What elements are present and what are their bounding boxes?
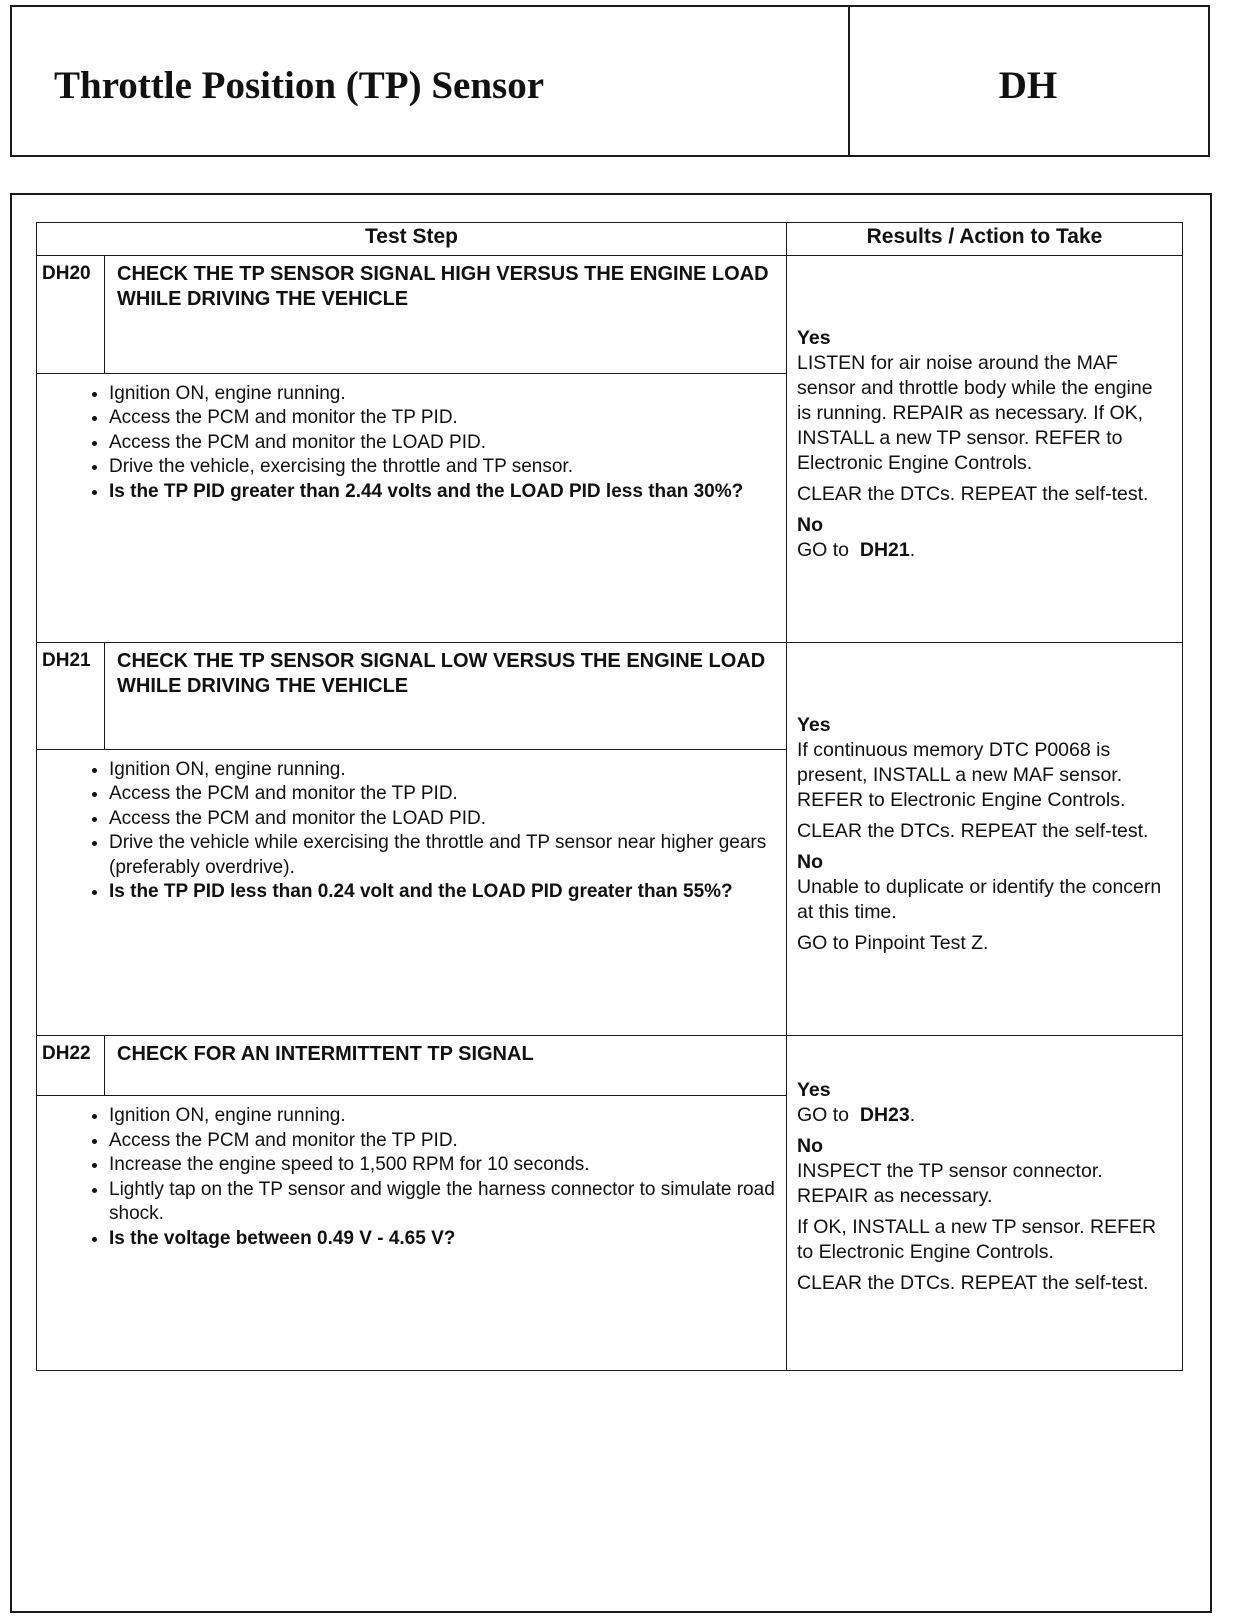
- results-header: Results / Action to Take: [787, 223, 1183, 256]
- step-instructions: [37, 1096, 787, 1371]
- list-item: • Ignition ON, engine running.: [109, 382, 778, 407]
- table-row: [37, 643, 1183, 750]
- list-item: • Increase the engine speed to 1,500 RPM for 10 seconds.: [109, 1153, 778, 1178]
- no-text: CLEAR the DTCs. REPEAT the self-test.: [797, 1272, 1149, 1294]
- step-heading: CHECK FOR AN INTERMITTENT TP SIGNAL: [105, 1036, 787, 1096]
- step-heading: CHECK THE TP SENSOR SIGNAL LOW VERSUS THE ENGINE LOAD WHILE DRIVING THE VEHICLE: [105, 643, 787, 750]
- yes-text: CLEAR the DTCs. REPEAT the self-test.: [797, 483, 1149, 505]
- list-item: • Ignition ON, engine running.: [109, 1104, 778, 1129]
- no-text: If OK, INSTALL a new TP sensor. REFER to Electronic Engine Controls.: [797, 1216, 1157, 1263]
- table-header-row: [37, 223, 1183, 256]
- list-item: • Lightly tap on the TP sensor and wiggle the harness connector to simulate road shock.: [109, 1178, 778, 1227]
- no-text: Unable to duplicate or identify the concern at this time.: [797, 876, 1162, 923]
- no-text: INSPECT the TP sensor connector. REPAIR as necessary.: [797, 1160, 1103, 1207]
- yes-label: Yes: [797, 1079, 831, 1101]
- step-results: [787, 643, 1183, 1036]
- yes-text: CLEAR the DTCs. REPEAT the self-test.: [797, 820, 1149, 842]
- test-step-table: [36, 222, 1183, 1371]
- test-step-header: Test Step: [37, 223, 787, 256]
- no-label: No: [797, 514, 823, 536]
- step-results: [787, 1036, 1183, 1371]
- step-question: • Is the TP PID less than 0.24 volt and the LOAD PID greater than 55%?: [109, 880, 778, 905]
- step-heading: CHECK THE TP SENSOR SIGNAL HIGH VERSUS THE ENGINE LOAD WHILE DRIVING THE VEHICLE: [105, 256, 787, 374]
- no-text: GO to Pinpoint Test Z.: [797, 932, 989, 954]
- step-reference: DH21: [859, 539, 910, 561]
- yes-text: GO to DH23.: [797, 1104, 916, 1126]
- list-item: • Access the PCM and monitor the TP PID.: [109, 406, 778, 431]
- list-item: • Drive the vehicle while exercising the throttle and TP sensor near higher gears (preferably overdrive).: [109, 831, 778, 880]
- yes-label: Yes: [797, 714, 831, 736]
- no-text: GO to DH21.: [797, 539, 916, 561]
- step-instructions: [37, 749, 787, 1035]
- step-id: DH20: [37, 256, 105, 374]
- step-id: DH22: [37, 1036, 105, 1096]
- yes-label: Yes: [797, 327, 831, 349]
- list-item: • Access the PCM and monitor the TP PID.: [109, 782, 778, 807]
- list-item: • Drive the vehicle, exercising the throttle and TP sensor.: [109, 455, 778, 480]
- no-label: No: [797, 851, 823, 873]
- list-item: • Access the PCM and monitor the LOAD PID.: [109, 431, 778, 456]
- step-instructions: [37, 373, 787, 642]
- section-code: DH: [998, 64, 1058, 107]
- step-question: • Is the voltage between 0.49 V - 4.65 V?: [109, 1227, 778, 1252]
- step-reference: DH23: [859, 1104, 910, 1126]
- yes-text: If continuous memory DTC P0068 is present, INSTALL a new MAF sensor. REFER to Electronic Engine Controls.: [797, 739, 1126, 811]
- yes-text: LISTEN for air noise around the MAF sensor and throttle body while the engine is running. REPAIR as necessary. If OK, INSTALL a new TP sensor. REFER to Electronic Engine Controls.: [797, 352, 1153, 474]
- table-row: [37, 1036, 1183, 1096]
- no-label: No: [797, 1135, 823, 1157]
- table-row: [37, 256, 1183, 374]
- list-item: • Ignition ON, engine running.: [109, 758, 778, 783]
- step-id: DH21: [37, 643, 105, 750]
- page-title: Throttle Position (TP) Sensor: [54, 64, 545, 107]
- list-item: • Access the PCM and monitor the LOAD PID.: [109, 807, 778, 832]
- step-results: [787, 256, 1183, 643]
- list-item: • Access the PCM and monitor the TP PID.: [109, 1129, 778, 1154]
- step-question: • Is the TP PID greater than 2.44 volts and the LOAD PID less than 30%?: [109, 480, 778, 505]
- page-header: [10, 5, 1210, 157]
